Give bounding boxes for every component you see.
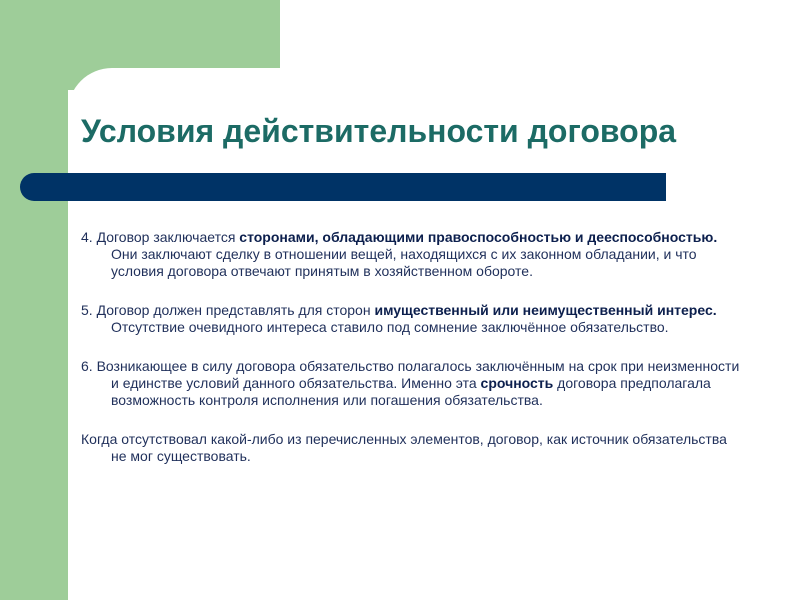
- paragraph-text: Они заключают сделку в отношении вещей, находящихся с их законном обладании, и что условия договора отвечают принятым в хозяйственном обороте.: [111, 246, 697, 279]
- paragraph-emphasis: имущественный или неимущественный интерес.: [374, 302, 717, 318]
- paragraph-text: Отсутствие очевидного интереса ставило под сомнение заключённое обязательство.: [111, 319, 669, 335]
- slide-title: Условия действительности договора: [81, 113, 677, 149]
- paragraph-emphasis: срочность: [480, 375, 554, 391]
- conclusion-paragraph: [81, 431, 741, 465]
- paragraph-text: 5. Договор должен представлять для сторон: [81, 302, 375, 318]
- paragraph-text: 4. Договор заключается: [81, 229, 240, 245]
- paragraph-text: Когда отсутствовал какой-либо из перечисленных элементов, договор, как источник обязательства не мог существовать.: [81, 431, 727, 464]
- condition-paragraph-5: [81, 302, 741, 336]
- condition-paragraph-6: [81, 358, 741, 409]
- decorative-green-strip-left: [0, 0, 68, 600]
- slide-body: [81, 229, 741, 487]
- paragraph-text: 6. Возникающее в силу договора обязательство полагалось заключённым на срок при неизменности и единстве условий данного обязательства. Именно эта: [81, 358, 740, 391]
- condition-paragraph-4: [81, 229, 741, 280]
- paragraph-text: договора предполагала возможность контроля исполнения или погашения обязательства.: [111, 375, 711, 408]
- title-underline-bar: [20, 173, 666, 201]
- paragraph-emphasis: сторонами, обладающими правоспособностью и дееспособностью.: [239, 229, 718, 245]
